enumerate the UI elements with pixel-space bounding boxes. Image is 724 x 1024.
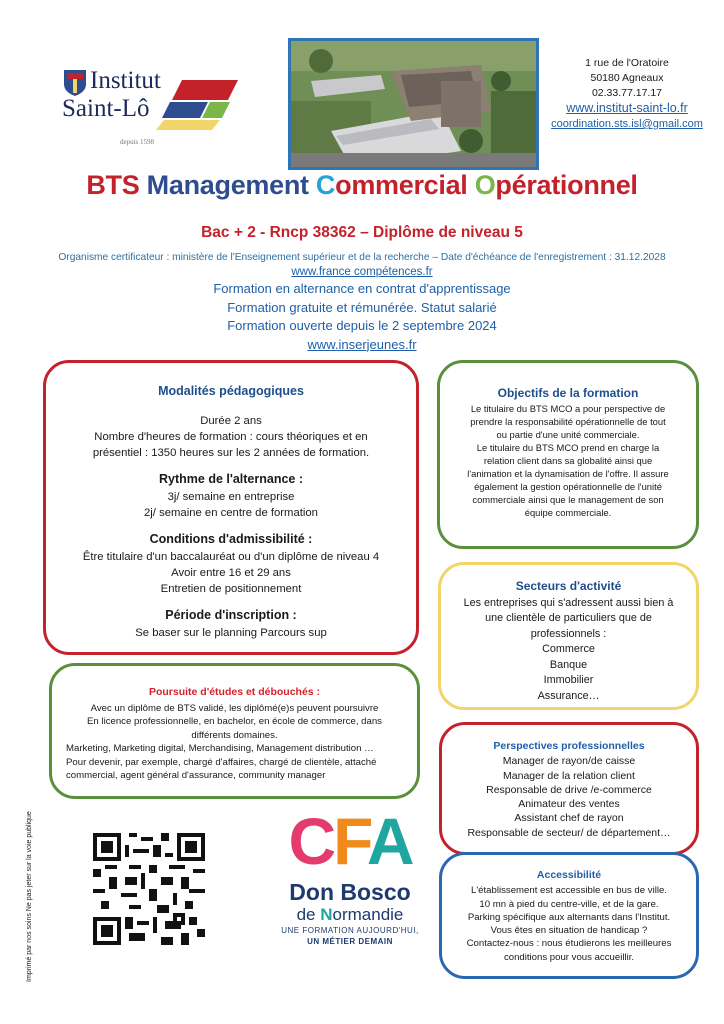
accessibilite-line: Parking spécifique aux alternants dans l'Institut. [467,911,671,923]
conditions-line-2: Avoir entre 16 et 29 ans [171,567,291,579]
secteurs-line: Banque [549,658,588,671]
perspectives-line: Manager de la relation client [503,769,635,782]
contact-block [545,56,709,132]
cfa-slogan-1: UNE FORMATION AUJOURD'HUI, [281,926,419,935]
title-anagement: anagement [168,170,316,200]
modalites-duration: Durée 2 ans [200,415,262,427]
title-c: C [315,170,336,200]
secteurs-line: une clientèle de particuliers que de [485,612,652,624]
address-street: 1 rue de l'Oratoire [585,57,669,69]
secteurs-line: Les entreprises qui s'adressent aussi bien à [463,596,674,609]
cfa-region-initial: N [320,905,333,924]
france-competences-link[interactable]: www.france compétences.fr [291,266,433,278]
info-line-2: Formation gratuite et rémunérée. Statut salarié [227,299,497,315]
objectifs-line: Le titulaire du BTS MCO a pour perspective de [470,403,666,414]
secteurs-line: Assurance… [537,689,600,702]
logo-line1: Institut [90,67,161,94]
cfa-slogan-2: UN MÉTIER DEMAIN [307,937,393,946]
poursuite-line-5: Pour devenir, par exemple, chargé d'affaires, chargé de clientèle, attaché [66,756,377,768]
objectifs-line: équipe commerciale. [524,507,612,518]
modalites-hours-1: Nombre d'heures de formation : cours théoriques et en [94,431,368,443]
perspectives-line: Responsable de drive /e-commerce [486,783,652,796]
cfa-letter-a: A [366,804,412,878]
rythme-title: Rythme de l'alternance : [159,472,303,486]
rythme-line-2: 2j/ semaine en centre de formation [144,507,318,519]
cfa-name: Don Bosco [289,879,411,905]
modalites-box [43,360,419,655]
secteurs-line: Commerce [542,643,595,655]
accessibilite-box [439,852,699,979]
poursuite-line-1: Avec un diplôme de BTS validé, les diplômé(e)s peuvent poursuivre [90,702,379,714]
modalites-title: Modalités pédagogiques [158,384,304,398]
cfa-region-pre: de [296,905,321,924]
objectifs-line: l'animation et la dynamisation de l'offre. Il assure [467,468,669,479]
objectifs-line: prendre la responsabilité opérationnelle de tout [470,416,666,427]
poursuite-line-4: Marketing, Marketing digital, Merchandising, Management distribution … [66,743,374,754]
cfa-letters [265,803,435,879]
periode-title: Période d'inscription : [165,608,297,622]
perspectives-title: Perspectives professionnelles [493,740,645,752]
title-ommercial: ommercial [335,170,475,200]
conditions-line-3: Entretien de positionnement [160,583,302,595]
subtitle: Bac + 2 - Rncp 38362 – Diplôme de niveau 5 [201,224,523,241]
page-title [0,170,724,201]
secteurs-line: Immobilier [543,674,594,686]
secteurs-title: Secteurs d'activité [515,579,622,593]
title-perationnel: pérationnel [495,170,638,200]
poursuite-line-3: différents domaines. [191,729,278,741]
cfa-letter-f: F [333,804,367,878]
poursuite-line-6: commercial, agent général d'assurance, community manager [66,770,326,781]
logo-line2: Saint-Lô [62,95,150,122]
cfa-letter-c: C [288,804,334,878]
campus-aerial-photo [288,38,539,170]
conditions-title: Conditions d'admissibilité : [149,532,313,546]
institut-logo [60,64,250,150]
info-line-1: Formation en alternance en contrat d'apprentissage [213,281,511,296]
accessibilite-line: 10 mn à pied du centre-ville, et de la gare. [479,898,659,910]
objectifs-line: commerciale ainsi que le management de son [472,494,664,505]
certifier-text: Organisme certificateur : ministère de l'Enseignement supérieur et de la recherche – Date d'échéance de l'enregistrement : 31.12.2028 [58,252,666,263]
periode-line-1: Se baser sur le planning Parcours sup [135,627,327,639]
info-line-3: Formation ouverte depuis le 2 septembre 2024 [227,318,497,333]
rythme-line-1: 3j/ semaine en entreprise [167,491,295,503]
title-m: M [146,170,169,200]
accessibilite-title: Accessibilité [536,869,602,881]
objectifs-line: également la gestion opérationnelle de l'unité [474,481,662,492]
accessibilite-line: Vous êtes en situation de handicap ? [490,925,648,937]
objectifs-title: Objectifs de la formation [497,386,639,400]
inserjeunes-link[interactable]: www.inserjeunes.fr [307,336,417,352]
title-bts: BTS [86,170,147,200]
perspectives-box [439,722,699,855]
perspectives-line: Assistant chef de rayon [514,812,624,825]
address-phone: 02.33.77.17.17 [591,87,663,99]
accessibilite-line: Contactez-nous : nous étudierons les meilleures [466,938,672,950]
objectifs-box [437,360,699,549]
poursuite-title: Poursuite d'études et débouchés : [148,686,321,698]
cfa-region [265,905,435,925]
address-city: 50180 Agneaux [590,72,664,84]
objectifs-line: Le titulaire du BTS MCO prend en charge la [476,442,660,453]
email-link[interactable]: coordination.sts.isl@gmail.com [551,118,703,130]
modalites-hours-2: présentiel : 1350 heures sur les 2 années de formation. [92,447,370,459]
cfa-don-bosco-logo [265,803,435,963]
logo-since: depuis 1598 [120,138,155,146]
title-o: O [474,170,496,200]
print-notice: Imprimé par nos soins Ne pas jeter sur la voie publique [26,811,33,982]
objectifs-line: ou partie d'une unité commerciale. [496,429,640,440]
accessibilite-line: conditions pour vous accueillir. [503,951,635,963]
info-block [0,280,724,354]
perspectives-line: Manager de rayon/de caisse [502,755,636,768]
conditions-line-1: Être titulaire d'un baccalauréat ou d'un diplôme de niveau 4 [82,551,380,563]
objectifs-line: relation client dans sa globalité ainsi que [483,455,653,466]
qr-code[interactable] [93,833,205,945]
perspectives-line: Responsable de secteur/ de département… [467,826,671,839]
poursuite-line-2: En licence professionnelle, en bachelor, en école de commerce, dans [87,716,382,727]
perspectives-line: Animateur des ventes [518,798,620,811]
accessibilite-line: L'établissement est accessible en bus de ville. [471,885,667,897]
poursuite-box [49,663,420,799]
secteurs-box [438,562,699,710]
secteurs-line: professionnels : [530,627,607,640]
cfa-region-rest: ormandie [332,905,404,924]
website-link[interactable]: www.institut-saint-lo.fr [566,101,688,115]
